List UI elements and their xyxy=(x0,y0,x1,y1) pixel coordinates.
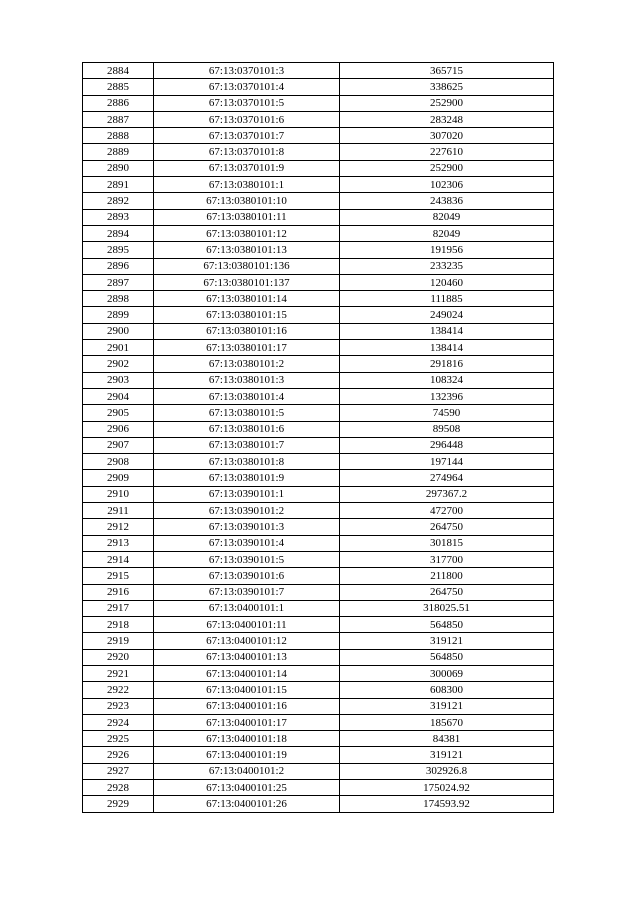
cadastral-value-cell: 564850 xyxy=(340,617,554,633)
cadastral-value-cell: 307020 xyxy=(340,128,554,144)
row-number-cell: 2912 xyxy=(83,519,154,535)
table-row xyxy=(83,665,554,681)
row-number-cell: 2886 xyxy=(83,95,154,111)
row-number-cell: 2917 xyxy=(83,600,154,616)
cadastral-value-cell: 252900 xyxy=(340,160,554,176)
row-number-cell: 2927 xyxy=(83,763,154,779)
table-row xyxy=(83,486,554,502)
table-row xyxy=(83,388,554,404)
cadastral-value-cell: 175024.92 xyxy=(340,780,554,796)
table-body xyxy=(83,63,554,813)
table-row xyxy=(83,372,554,388)
table-row xyxy=(83,128,554,144)
table-row xyxy=(83,731,554,747)
table-row xyxy=(83,519,554,535)
cadastral-number-cell: 67:13:0380101:5 xyxy=(154,405,340,421)
cadastral-value-cell: 319121 xyxy=(340,698,554,714)
table-row xyxy=(83,698,554,714)
table-row xyxy=(83,763,554,779)
cadastral-number-cell: 67:13:0380101:136 xyxy=(154,258,340,274)
cadastral-value-cell: 227610 xyxy=(340,144,554,160)
cadastral-number-cell: 67:13:0390101:5 xyxy=(154,551,340,567)
row-number-cell: 2911 xyxy=(83,503,154,519)
cadastral-value-cell: 138414 xyxy=(340,340,554,356)
cadastral-value-cell: 300069 xyxy=(340,665,554,681)
table-row xyxy=(83,600,554,616)
cadastral-number-cell: 67:13:0370101:8 xyxy=(154,144,340,160)
table-row xyxy=(83,63,554,79)
row-number-cell: 2920 xyxy=(83,649,154,665)
row-number-cell: 2897 xyxy=(83,274,154,290)
cadastral-value-cell: 108324 xyxy=(340,372,554,388)
table-row xyxy=(83,421,554,437)
row-number-cell: 2913 xyxy=(83,535,154,551)
cadastral-value-cell: 283248 xyxy=(340,111,554,127)
row-number-cell: 2887 xyxy=(83,111,154,127)
cadastral-number-cell: 67:13:0380101:3 xyxy=(154,372,340,388)
table-row xyxy=(83,177,554,193)
row-number-cell: 2895 xyxy=(83,242,154,258)
row-number-cell: 2914 xyxy=(83,551,154,567)
cadastral-number-cell: 67:13:0400101:17 xyxy=(154,714,340,730)
cadastral-value-cell: 319121 xyxy=(340,747,554,763)
table-row xyxy=(83,568,554,584)
table-row xyxy=(83,437,554,453)
row-number-cell: 2885 xyxy=(83,79,154,95)
cadastral-value-cell: 197144 xyxy=(340,454,554,470)
row-number-cell: 2906 xyxy=(83,421,154,437)
cadastral-value-cell: 318025.51 xyxy=(340,600,554,616)
cadastral-number-cell: 67:13:0380101:2 xyxy=(154,356,340,372)
row-number-cell: 2903 xyxy=(83,372,154,388)
cadastral-value-cell: 317700 xyxy=(340,551,554,567)
row-number-cell: 2893 xyxy=(83,209,154,225)
table-row xyxy=(83,714,554,730)
cadastral-value-table xyxy=(82,62,554,813)
cadastral-number-cell: 67:13:0400101:19 xyxy=(154,747,340,763)
row-number-cell: 2888 xyxy=(83,128,154,144)
cadastral-number-cell: 67:13:0370101:4 xyxy=(154,79,340,95)
cadastral-value-cell: 243836 xyxy=(340,193,554,209)
row-number-cell: 2901 xyxy=(83,340,154,356)
row-number-cell: 2923 xyxy=(83,698,154,714)
cadastral-value-cell: 191956 xyxy=(340,242,554,258)
row-number-cell: 2929 xyxy=(83,796,154,812)
cadastral-number-cell: 67:13:0380101:12 xyxy=(154,225,340,241)
cadastral-value-cell: 82049 xyxy=(340,209,554,225)
table-row xyxy=(83,160,554,176)
cadastral-number-cell: 67:13:0400101:12 xyxy=(154,633,340,649)
table-row xyxy=(83,503,554,519)
cadastral-number-cell: 67:13:0400101:2 xyxy=(154,763,340,779)
row-number-cell: 2890 xyxy=(83,160,154,176)
row-number-cell: 2898 xyxy=(83,291,154,307)
cadastral-number-cell: 67:13:0380101:16 xyxy=(154,323,340,339)
row-number-cell: 2904 xyxy=(83,388,154,404)
cadastral-value-cell: 132396 xyxy=(340,388,554,404)
cadastral-value-cell: 82049 xyxy=(340,225,554,241)
cadastral-value-cell: 319121 xyxy=(340,633,554,649)
row-number-cell: 2910 xyxy=(83,486,154,502)
table-row xyxy=(83,405,554,421)
cadastral-value-cell: 249024 xyxy=(340,307,554,323)
row-number-cell: 2896 xyxy=(83,258,154,274)
cadastral-number-cell: 67:13:0400101:25 xyxy=(154,780,340,796)
row-number-cell: 2884 xyxy=(83,63,154,79)
cadastral-value-cell: 472700 xyxy=(340,503,554,519)
row-number-cell: 2924 xyxy=(83,714,154,730)
cadastral-number-cell: 67:13:0370101:7 xyxy=(154,128,340,144)
cadastral-number-cell: 67:13:0400101:26 xyxy=(154,796,340,812)
cadastral-value-cell: 301815 xyxy=(340,535,554,551)
cadastral-value-cell: 365715 xyxy=(340,63,554,79)
row-number-cell: 2905 xyxy=(83,405,154,421)
cadastral-value-cell: 296448 xyxy=(340,437,554,453)
row-number-cell: 2925 xyxy=(83,731,154,747)
cadastral-number-cell: 67:13:0380101:13 xyxy=(154,242,340,258)
table-row xyxy=(83,209,554,225)
cadastral-value-cell: 302926.8 xyxy=(340,763,554,779)
cadastral-number-cell: 67:13:0370101:9 xyxy=(154,160,340,176)
table-row xyxy=(83,323,554,339)
cadastral-number-cell: 67:13:0400101:1 xyxy=(154,600,340,616)
cadastral-number-cell: 67:13:0380101:8 xyxy=(154,454,340,470)
cadastral-value-cell: 174593.92 xyxy=(340,796,554,812)
cadastral-number-cell: 67:13:0390101:7 xyxy=(154,584,340,600)
cadastral-value-cell: 252900 xyxy=(340,95,554,111)
cadastral-number-cell: 67:13:0370101:3 xyxy=(154,63,340,79)
table-row xyxy=(83,551,554,567)
cadastral-value-cell: 264750 xyxy=(340,519,554,535)
cadastral-number-cell: 67:13:0400101:11 xyxy=(154,617,340,633)
table-row xyxy=(83,454,554,470)
table-row xyxy=(83,633,554,649)
table-row xyxy=(83,193,554,209)
table-row xyxy=(83,356,554,372)
cadastral-number-cell: 67:13:0370101:5 xyxy=(154,95,340,111)
cadastral-value-cell: 564850 xyxy=(340,649,554,665)
cadastral-value-cell: 111885 xyxy=(340,291,554,307)
row-number-cell: 2891 xyxy=(83,177,154,193)
cadastral-number-cell: 67:13:0390101:4 xyxy=(154,535,340,551)
cadastral-number-cell: 67:13:0380101:10 xyxy=(154,193,340,209)
table-row xyxy=(83,796,554,812)
row-number-cell: 2915 xyxy=(83,568,154,584)
cadastral-number-cell: 67:13:0380101:6 xyxy=(154,421,340,437)
cadastral-number-cell: 67:13:0370101:6 xyxy=(154,111,340,127)
table-row xyxy=(83,274,554,290)
cadastral-value-cell: 291816 xyxy=(340,356,554,372)
cadastral-number-cell: 67:13:0380101:17 xyxy=(154,340,340,356)
cadastral-number-cell: 67:13:0380101:7 xyxy=(154,437,340,453)
cadastral-value-cell: 338625 xyxy=(340,79,554,95)
cadastral-value-cell: 138414 xyxy=(340,323,554,339)
cadastral-number-cell: 67:13:0390101:1 xyxy=(154,486,340,502)
cadastral-number-cell: 67:13:0390101:2 xyxy=(154,503,340,519)
cadastral-value-cell: 297367.2 xyxy=(340,486,554,502)
cadastral-value-cell: 233235 xyxy=(340,258,554,274)
row-number-cell: 2909 xyxy=(83,470,154,486)
cadastral-value-cell: 74590 xyxy=(340,405,554,421)
row-number-cell: 2900 xyxy=(83,323,154,339)
table-row xyxy=(83,617,554,633)
row-number-cell: 2902 xyxy=(83,356,154,372)
cadastral-value-cell: 102306 xyxy=(340,177,554,193)
cadastral-number-cell: 67:13:0380101:14 xyxy=(154,291,340,307)
row-number-cell: 2892 xyxy=(83,193,154,209)
cadastral-number-cell: 67:13:0400101:13 xyxy=(154,649,340,665)
row-number-cell: 2918 xyxy=(83,617,154,633)
row-number-cell: 2926 xyxy=(83,747,154,763)
row-number-cell: 2921 xyxy=(83,665,154,681)
cadastral-value-cell: 185670 xyxy=(340,714,554,730)
row-number-cell: 2919 xyxy=(83,633,154,649)
cadastral-value-cell: 264750 xyxy=(340,584,554,600)
row-number-cell: 2894 xyxy=(83,225,154,241)
table-row xyxy=(83,307,554,323)
cadastral-value-cell: 211800 xyxy=(340,568,554,584)
table-row xyxy=(83,340,554,356)
cadastral-number-cell: 67:13:0380101:4 xyxy=(154,388,340,404)
row-number-cell: 2907 xyxy=(83,437,154,453)
cadastral-number-cell: 67:13:0400101:18 xyxy=(154,731,340,747)
table-row xyxy=(83,225,554,241)
row-number-cell: 2899 xyxy=(83,307,154,323)
cadastral-number-cell: 67:13:0380101:11 xyxy=(154,209,340,225)
cadastral-number-cell: 67:13:0400101:15 xyxy=(154,682,340,698)
table-row xyxy=(83,79,554,95)
table-row xyxy=(83,144,554,160)
cadastral-number-cell: 67:13:0400101:16 xyxy=(154,698,340,714)
cadastral-value-cell: 120460 xyxy=(340,274,554,290)
table-row xyxy=(83,584,554,600)
cadastral-number-cell: 67:13:0380101:15 xyxy=(154,307,340,323)
table-row xyxy=(83,535,554,551)
table-row xyxy=(83,682,554,698)
table-row xyxy=(83,111,554,127)
row-number-cell: 2928 xyxy=(83,780,154,796)
table-row xyxy=(83,291,554,307)
cadastral-value-cell: 608300 xyxy=(340,682,554,698)
table-row xyxy=(83,747,554,763)
row-number-cell: 2908 xyxy=(83,454,154,470)
table-row xyxy=(83,649,554,665)
table-row xyxy=(83,470,554,486)
table-row xyxy=(83,258,554,274)
table-row xyxy=(83,242,554,258)
table-row xyxy=(83,95,554,111)
table-row xyxy=(83,780,554,796)
cadastral-number-cell: 67:13:0380101:1 xyxy=(154,177,340,193)
cadastral-number-cell: 67:13:0380101:137 xyxy=(154,274,340,290)
row-number-cell: 2916 xyxy=(83,584,154,600)
row-number-cell: 2889 xyxy=(83,144,154,160)
cadastral-number-cell: 67:13:0390101:3 xyxy=(154,519,340,535)
row-number-cell: 2922 xyxy=(83,682,154,698)
cadastral-number-cell: 67:13:0400101:14 xyxy=(154,665,340,681)
cadastral-number-cell: 67:13:0390101:6 xyxy=(154,568,340,584)
cadastral-value-cell: 84381 xyxy=(340,731,554,747)
cadastral-value-cell: 274964 xyxy=(340,470,554,486)
cadastral-value-cell: 89508 xyxy=(340,421,554,437)
cadastral-number-cell: 67:13:0380101:9 xyxy=(154,470,340,486)
